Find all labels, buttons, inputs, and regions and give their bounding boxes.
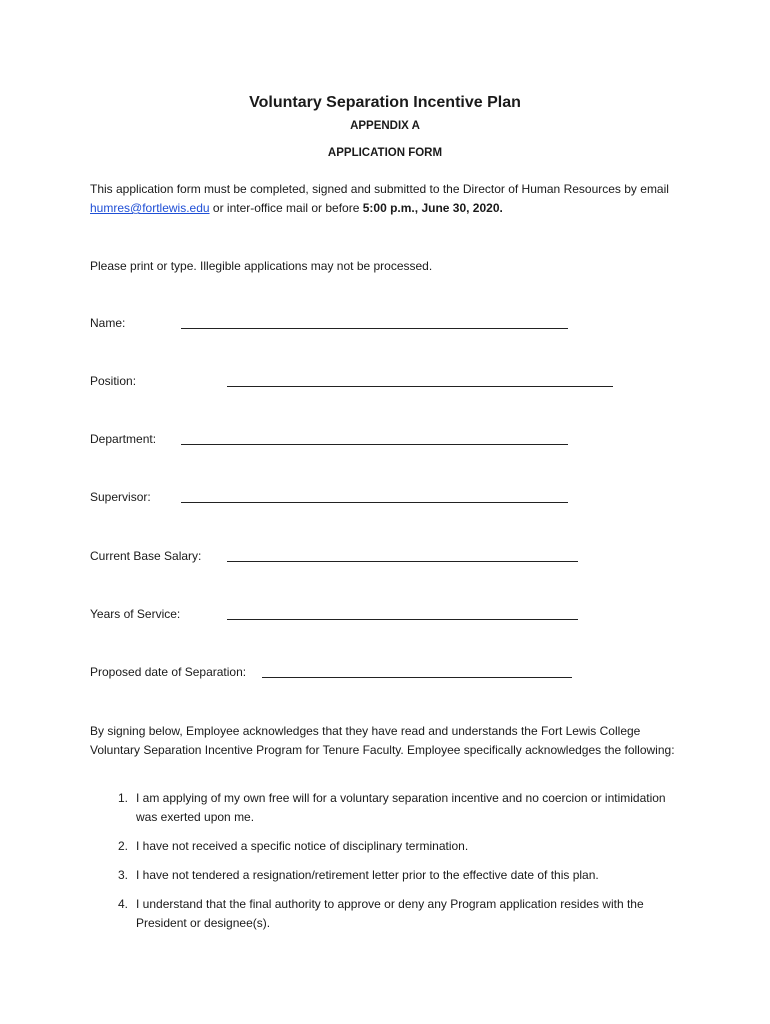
position-label: Position: xyxy=(90,374,137,388)
department-label: Department: xyxy=(90,432,157,446)
separation-date-label: Proposed date of Separation: xyxy=(90,665,247,679)
position-field[interactable] xyxy=(227,386,613,387)
list-text: I have not tendered a resignation/retirement letter prior to the effective date of this plan. xyxy=(136,868,599,882)
list-number: 3. xyxy=(117,868,128,882)
salary-field[interactable] xyxy=(227,561,578,562)
department-field[interactable] xyxy=(181,444,568,445)
email-link[interactable]: humres@fortlewis.edu xyxy=(90,201,210,215)
deadline-text: 5:00 p.m., June 30, 2020. xyxy=(362,201,503,215)
intro-text-middle: or inter-office mail or before xyxy=(209,201,363,215)
salary-label: Current Base Salary: xyxy=(90,549,202,563)
list-text: I have not received a specific notice of disciplinary termination. xyxy=(136,839,469,853)
name-label: Name: xyxy=(90,316,126,330)
name-field[interactable] xyxy=(181,328,568,329)
separation-date-field[interactable] xyxy=(262,677,572,678)
document-title: Voluntary Separation Incentive Plan xyxy=(249,94,521,111)
acknowledgement-paragraph: By signing below, Employee acknowledges that they have read and understands the Fort Lewis College Voluntary Separation Incentive Program for Tenure Faculty. Employee specifically acknowledges the following: xyxy=(90,724,675,757)
list-text: I am applying of my own free will for a voluntary separation incentive and no coercion or intimidation was exerted upon me. xyxy=(136,791,666,824)
list-number: 4. xyxy=(117,897,128,911)
years-label: Years of Service: xyxy=(90,607,181,621)
appendix-label: APPENDIX A xyxy=(350,120,420,132)
list-number: 2. xyxy=(117,839,128,853)
print-note: Please print or type. Illegible applications may not be processed. xyxy=(90,259,433,273)
list-number: 1. xyxy=(117,791,128,805)
supervisor-label: Supervisor: xyxy=(90,490,151,504)
list-text: I understand that the final authority to approve or deny any Program application resides with the President or designee(s). xyxy=(136,897,644,930)
intro-paragraph xyxy=(90,180,690,218)
intro-text-before: This application form must be completed, signed and submitted to the Director of Human Resources by email xyxy=(90,182,669,196)
form-title: APPLICATION FORM xyxy=(327,147,443,159)
supervisor-field[interactable] xyxy=(181,502,568,503)
years-field[interactable] xyxy=(227,619,578,620)
